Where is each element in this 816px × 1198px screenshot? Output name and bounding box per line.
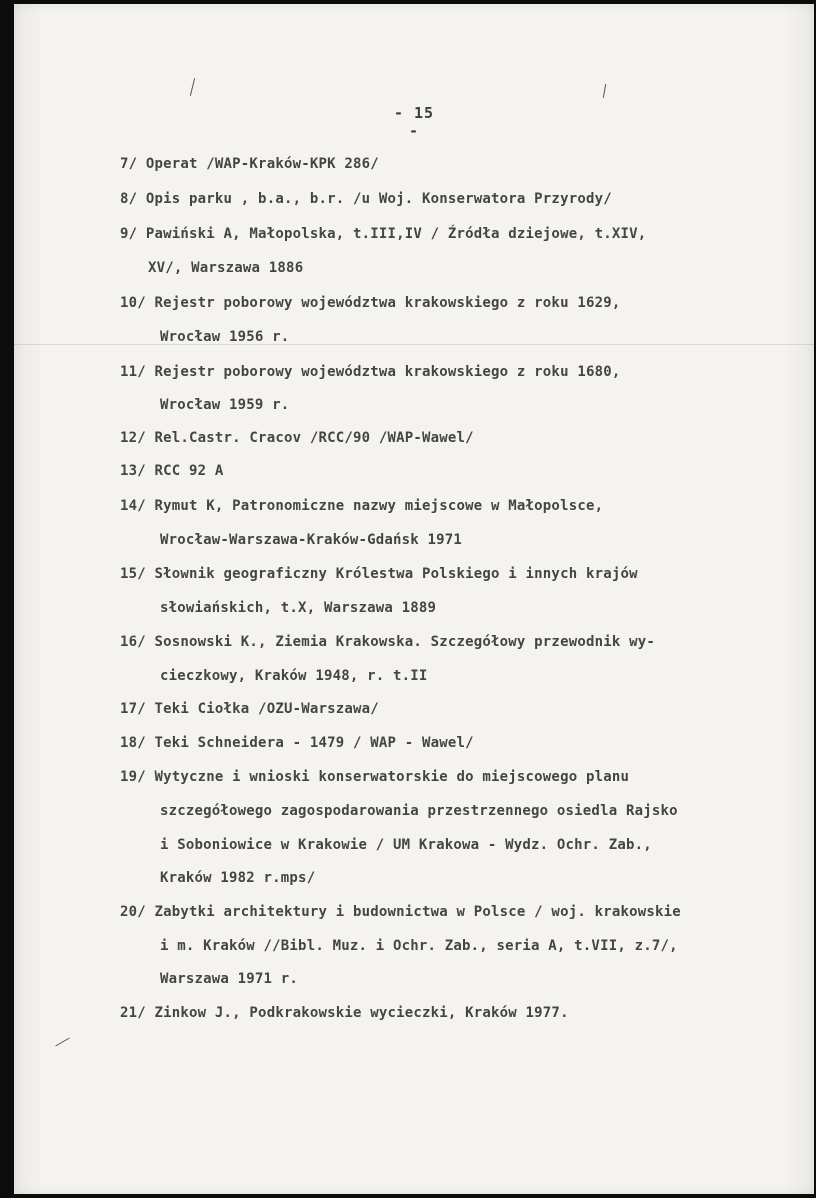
bibliography-entry-13: 13/ RCC 92 A <box>120 463 224 479</box>
bibliography-entry-9: 9/ Pawiński A, Małopolska, t.III,IV / Źródła dziejowe, t.XIV, <box>120 226 647 242</box>
bibliography-entry-17: 17/ Teki Ciołka /OZU-Warszawa/ <box>120 701 379 717</box>
pencil-mark <box>603 84 606 98</box>
bibliography-entry-11-continuation: Wrocław 1959 r. <box>160 397 290 413</box>
bibliography-entry-19-continuation: szczegółowego zagospodarowania przestrzennego osiedla Rajsko <box>160 803 678 819</box>
bibliography-entry-16-continuation: cieczkowy, Kraków 1948, r. t.II <box>160 668 428 684</box>
paper-fold-line <box>14 344 814 345</box>
bibliography-entry-7: 7/ Operat /WAP-Kraków-KPK 286/ <box>120 156 379 172</box>
bibliography-entry-15: 15/ Słownik geograficzny Królestwa Polskiego i innych krajów <box>120 566 638 582</box>
bibliography-entry-14: 14/ Rymut K, Patronomiczne nazwy miejscowe w Małopolsce, <box>120 498 604 514</box>
document-page <box>14 4 814 1194</box>
bibliography-entry-15-continuation: słowiańskich, t.X, Warszawa 1889 <box>160 600 437 616</box>
bibliography-entry-19-continuation: Kraków 1982 r.mps/ <box>160 870 316 886</box>
bibliography-entry-18: 18/ Teki Schneidera - 1479 / WAP - Wawel/ <box>120 735 474 751</box>
page-number: - 15 - <box>393 104 435 140</box>
bibliography-entry-14-continuation: Wrocław-Warszawa-Kraków-Gdańsk 1971 <box>160 532 463 548</box>
bibliography-entry-16: 16/ Sosnowski K., Ziemia Krakowska. Szczegółowy przewodnik wy- <box>120 634 655 650</box>
bibliography-entry-9-continuation: XV/, Warszawa 1886 <box>148 260 304 276</box>
bibliography-entry-10-continuation: Wrocław 1956 r. <box>160 329 290 345</box>
bibliography-entry-21: 21/ Zinkow J., Podkrakowskie wycieczki, Kraków 1977. <box>120 1005 569 1021</box>
bibliography-entry-20-continuation: Warszawa 1971 r. <box>160 971 299 987</box>
bibliography-entry-8: 8/ Opis parku , b.a., b.r. /u Woj. Konserwatora Przyrody/ <box>120 191 612 207</box>
bibliography-entry-20: 20/ Zabytki architektury i budownictwa w Polsce / woj. krakowskie <box>120 904 681 920</box>
bibliography-entry-20-continuation: i m. Kraków //Bibl. Muz. i Ochr. Zab., seria A, t.VII, z.7/, <box>160 938 678 954</box>
bibliography-entry-11: 11/ Rejestr poborowy województwa krakowskiego z roku 1680, <box>120 364 621 380</box>
bibliography-entry-10: 10/ Rejestr poborowy województwa krakowskiego z roku 1629, <box>120 295 621 311</box>
pencil-mark <box>190 78 195 96</box>
bibliography-entry-19-continuation: i Soboniowice w Krakowie / UM Krakowa - Wydz. Ochr. Zab., <box>160 837 652 853</box>
pencil-mark <box>55 1038 69 1047</box>
bibliography-entry-19: 19/ Wytyczne i wnioski konserwatorskie do miejscowego planu <box>120 769 630 785</box>
bibliography-entry-12: 12/ Rel.Castr. Cracov /RCC/90 /WAP-Wawel/ <box>120 430 474 446</box>
